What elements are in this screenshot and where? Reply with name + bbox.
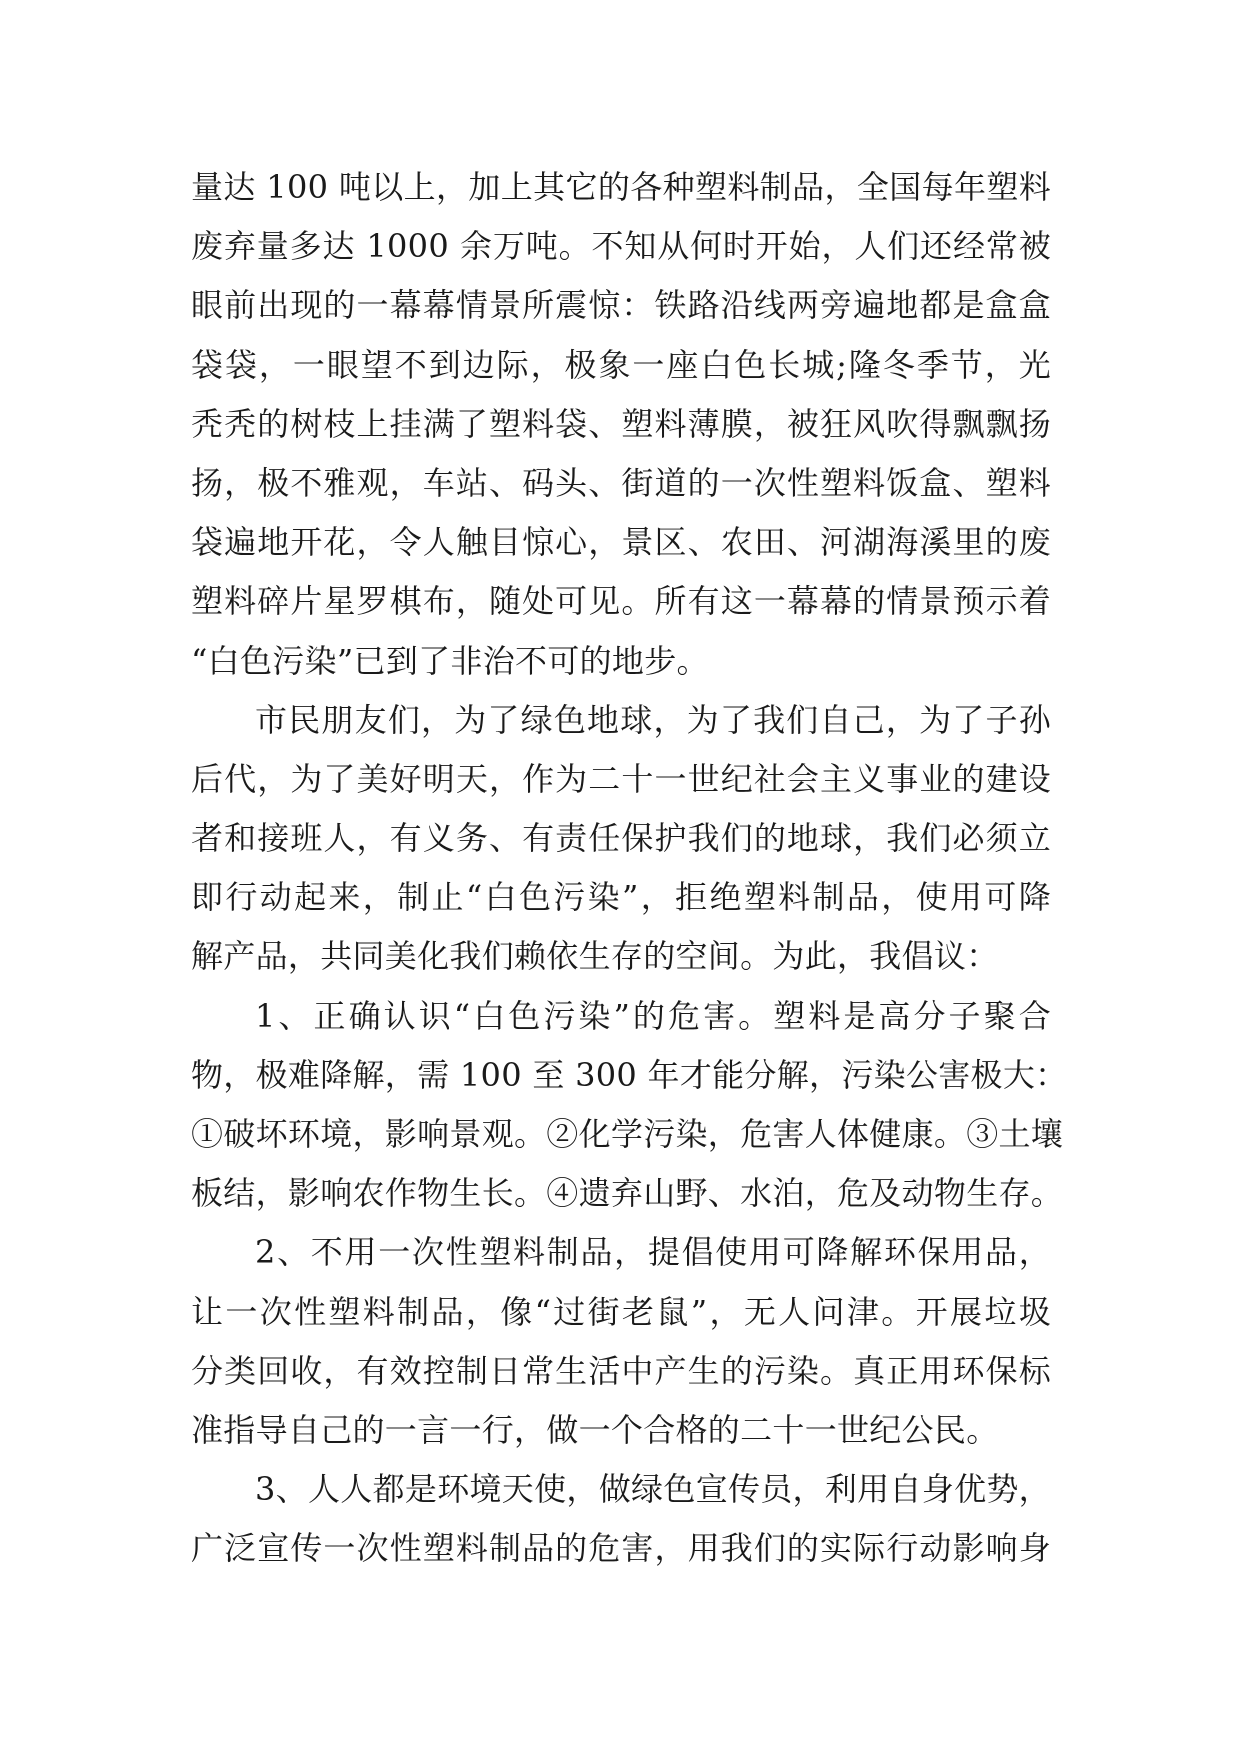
body-text bbox=[191, 158, 1068, 1579]
text-line: 秃秃的树枝上挂满了塑料袋、塑料薄膜，被狂风吹得飘飘扬 bbox=[191, 404, 1051, 443]
paragraph-first-line: 市民朋友们，为了绿色地球，为了我们自己，为了子孙 bbox=[255, 700, 1051, 739]
text-line: 眼前出现的一幕幕情景所震惊：铁路沿线两旁遍地都是盒盒 bbox=[191, 286, 1051, 325]
text-line: 即行动起来，制止“白色污染”，拒绝塑料制品，使用可降 bbox=[191, 878, 1051, 917]
text-line: 者和接班人，有义务、有责任保护我们的地球，我们必须立 bbox=[191, 819, 1051, 858]
text-line: 准指导自己的一言一行，做一个合格的二十一世纪公民。 bbox=[191, 1410, 999, 1449]
text-line: 袋遍地开花，令人触目惊心，景区、农田、河湖海溪里的废 bbox=[191, 523, 1051, 562]
text-line: 广泛宣传一次性塑料制品的危害，用我们的实际行动影响身 bbox=[191, 1529, 1051, 1568]
text-line: 塑料碎片星罗棋布，随处可见。所有这一幕幕的情景预示着 bbox=[191, 582, 1051, 621]
text-line: 分类回收，有效控制日常生活中产生的污染。真正用环保标 bbox=[191, 1351, 1051, 1390]
text-line: 废弃量多达 1000 余万吨。不知从何时开始，人们还经常被 bbox=[191, 227, 1051, 266]
paragraph-first-line: 3、人人都是环境天使，做绿色宣传员，利用自身优势， bbox=[255, 1470, 1051, 1509]
text-line: ①破坏环境，影响景观。②化学污染，危害人体健康。③土壤 bbox=[191, 1115, 1064, 1153]
text-line: 物，极难降解，需 100 至 300 年才能分解，污染公害极大： bbox=[191, 1055, 1068, 1094]
text-line: 让一次性塑料制品，像“过街老鼠”，无人问津。开展垃圾 bbox=[191, 1292, 1051, 1331]
text-line: 板结，影响农作物生长。④遗弃山野、水泊，危及动物生存。 bbox=[191, 1174, 1064, 1213]
paragraph-first-line: 2、不用一次性塑料制品，提倡使用可降解环保用品， bbox=[255, 1233, 1051, 1272]
text-line: 袋袋，一眼望不到边际，极象一座白色长城;隆冬季节，光 bbox=[191, 345, 1051, 384]
text-line: 后代，为了美好明天，作为二十一世纪社会主义事业的建设 bbox=[191, 759, 1051, 798]
paragraph-first-line: 1、正确认识“白色污染”的危害。塑料是高分子聚合 bbox=[255, 996, 1051, 1035]
text-line: 量达 100 吨以上，加上其它的各种塑料制品，全国每年塑料 bbox=[191, 168, 1051, 206]
text-line: “白色污染”已到了非治不可的地步。 bbox=[191, 641, 709, 680]
text-line: 解产品，共同美化我们赖依生存的空间。为此，我倡议： bbox=[191, 937, 999, 976]
text-line: 扬，极不雅观，车站、码头、街道的一次性塑料饭盒、塑料 bbox=[191, 463, 1051, 502]
